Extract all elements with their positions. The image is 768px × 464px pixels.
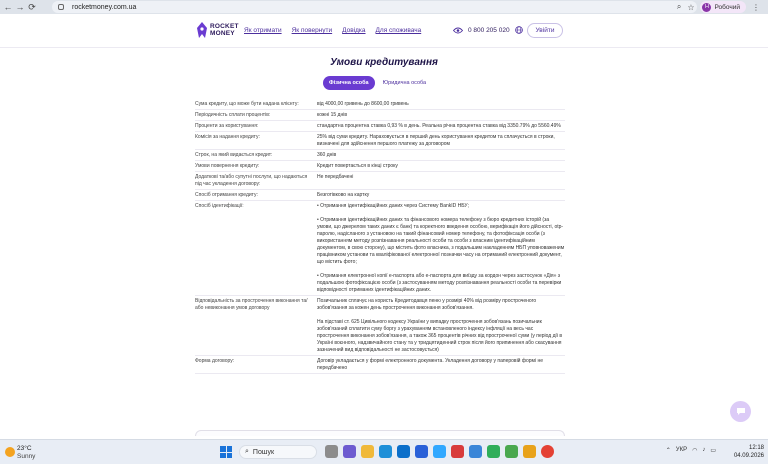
edge-browser-icon[interactable] [379,445,392,458]
os-taskbar [0,439,768,464]
language-indicator[interactable]: УКР [675,447,688,453]
terms-value-paragraph: 360 днів [317,151,337,158]
terms-value-paragraph: Кредит повертається в кінці строку [317,162,398,169]
terms-label: Додаткові та/або супутні послуги, що надаються під час укладення договору: [195,173,308,187]
nav-for-consumer[interactable]: Для споживача [375,27,422,34]
clock-date: 04.09.2026 [733,453,764,459]
rocket-logo-icon [196,22,208,38]
terms-row [195,172,565,190]
profile-button[interactable] [700,1,746,13]
browser-toolbar [0,0,768,14]
tab-individual[interactable]: Фізична особа [323,76,375,90]
app-icon-6[interactable] [523,445,536,458]
windows-start-icon[interactable] [220,446,232,458]
person-type-tabs [323,76,426,90]
profile-avatar: Н [702,3,711,12]
profile-name: Робочий [714,3,740,11]
terms-value-paragraph: Безготівково на картку [317,191,370,198]
terms-value [317,192,565,199]
terms-value-paragraph: • Отримання ідентифікаційних даних через Систему BankID НБУ; [317,202,469,209]
terms-label: Спосіб отримання кредиту: [195,191,258,198]
chat-button[interactable] [730,401,751,422]
mail-icon[interactable] [415,445,428,458]
terms-value-paragraph: На підставі ст. 625 Цивільного кодексу України у випадку прострочення зобов'язань позичальник зобов'язаний сплатити суму боргу з урахуванням встановленого індексу інфляції на весь час прострочення виконання зобов'язання, а також 365 процентів річних від простроченої суми (у період дії в Україні воєнного, надзвичайного стану та у тридцятиденний строк після його припинення або скасування зазначений вид відповідальності не застосовується) [317,318,563,353]
page-title: Умови кредитування [330,57,438,68]
terms-row [195,121,565,132]
terms-label: Періодичність сплати процентів: [195,111,271,118]
bookmark-star-icon[interactable]: ☆ [687,2,695,12]
chat-bubble-icon [736,407,746,416]
back-icon[interactable]: ← [3,2,13,12]
app-icon-4[interactable] [487,445,500,458]
volume-icon[interactable]: ♪ [702,447,706,453]
terms-value [317,163,565,170]
accessibility-eye-icon[interactable] [453,27,463,34]
terms-row [195,356,565,374]
app-icon-5[interactable] [505,445,518,458]
url-text[interactable]: rocketmoney.com.ua [72,3,137,11]
tray-chevron-icon[interactable]: ⌃ [665,448,671,454]
login-button[interactable]: Увійти [527,23,563,38]
clock-time: 12:18 [748,445,764,451]
menu-dots-icon[interactable]: ⋮ [752,2,760,12]
terms-value [317,101,565,108]
system-tray [666,447,716,454]
store-icon[interactable] [397,445,410,458]
search-icon: ⌕ [245,448,249,455]
logo-line1: ROCKET [210,23,239,30]
weather-temp[interactable]: 23°C [17,445,32,452]
terms-row [195,110,565,121]
terms-row [195,190,565,201]
terms-label: Проценти за користування: [195,122,259,129]
terms-value-paragraph: кожні 15 днів [317,111,347,118]
app-icon-2[interactable] [451,445,464,458]
credit-terms-table [195,99,565,374]
terms-label: Сума кредиту, що може бути надана клієнту: [195,100,299,107]
forward-icon[interactable]: → [15,2,25,12]
address-bar[interactable] [52,1,697,13]
site-info-icon[interactable] [58,4,64,10]
terms-value [317,123,565,130]
terms-row [195,150,565,161]
terms-row [195,132,565,150]
terms-row [195,99,565,110]
site-logo[interactable] [196,22,239,38]
terms-value [317,134,565,148]
zoom-icon[interactable]: ⌕ [676,2,682,11]
taskbar-search[interactable] [239,445,317,459]
terms-label: Умови повернення кредиту: [195,162,260,169]
file-explorer-icon[interactable] [361,445,374,458]
terms-value-paragraph: Позичальник сплачує на користь Кредитодавця пеню у розмірі 40% від розміру простроченого зобов'язання за кожен день прострочення виконання зобов'язання. [317,297,537,311]
battery-icon[interactable]: ▭ [710,448,716,454]
phone-number[interactable]: 0 800 205 020 [468,27,510,34]
terms-value [317,112,565,119]
terms-value-paragraph: Договір укладається у формі електронного документа. Укладення договору у паперовій формі не передбачено [317,357,544,371]
nav-help[interactable]: Довідка [342,27,366,34]
app-icon-3[interactable] [469,445,482,458]
widgets-icon[interactable] [343,445,356,458]
terms-row [195,296,565,356]
reload-icon[interactable]: ⟳ [28,1,36,12]
terms-value-paragraph: 25% від суми кредиту. Нараховується в перший день користування кредитом та сплачується в строки, визначені для здійснення першого платежу за договором [317,133,555,147]
terms-value [317,203,565,294]
terms-label: Форма договору: [195,357,235,364]
terms-value [317,358,565,372]
terms-row [195,161,565,172]
terms-label: Спосіб ідентифікації: [195,202,244,209]
app-icon-1[interactable] [433,445,446,458]
site-header [0,14,768,48]
terms-value-paragraph: стандартна процентна ставка 0,93 % в день. Реальна річна процентна ставка від 3350.79% до 5560.49% [317,122,561,129]
terms-label: Строк, на який видається кредит: [195,151,273,158]
weather-condition[interactable]: Sunny [17,453,36,460]
language-globe-icon[interactable] [515,26,523,34]
terms-label: Комісія за надання кредиту: [195,133,260,140]
chrome-icon[interactable] [541,445,554,458]
terms-value-paragraph: Не передбачені [317,173,354,180]
main-nav [244,27,421,34]
logo-line2: MONEY [210,30,235,37]
terms-value-paragraph: • Отримання електронної копії е-паспорта або е-паспорта для виїзду за кордон через застосунок «Дія» з подальшою фотофіксацією особи (з застосуванням методу розпізнавання реальності особи та перевірки відповідності отриманих ідентифікаційних даних. [317,272,562,293]
terms-value [317,152,565,159]
terms-value-paragraph: від 4000,00 гривень до 8600,00 гривень [317,100,409,107]
terms-row [195,201,565,296]
nav-how-to-return[interactable]: Як повернути [291,27,333,34]
terms-value-paragraph: • Отримання ідентифікаційних даних та фінансового номера телефону з бюро кредитних історій (за умови, що джерелом таких даних є банк) та коректного введення особою, верифікація його дійсності, otp-паролю, надісланого з установою на такий фінансовий номер телефону, та фотофіксація особи (з використанням методу розпізнавання реальності особи та особи з власним ідентифікаційним документом, в свою сторону), що містить фото власника, з подальшим накладенням НБП уповноваженим працівником установи та кваліфікованої електронної позначки часу на отриманий електронний документ, що містить фото; [317,216,565,265]
clock[interactable] [734,444,764,460]
wifi-icon[interactable]: ◠ [692,448,698,454]
next-section-card [195,430,565,436]
sun-weather-icon[interactable] [5,447,15,457]
nav-how-to-get[interactable]: Як отримати [244,27,282,34]
terms-value [317,298,565,354]
terms-label: Відповідальність за прострочення виконання та/або невиконання умов договору [195,297,308,311]
terms-value [317,174,565,188]
task-view-icon[interactable] [325,445,338,458]
taskbar-search-label: Пошук [252,448,275,456]
tab-legal-entity[interactable]: Юридична особа [382,80,427,86]
